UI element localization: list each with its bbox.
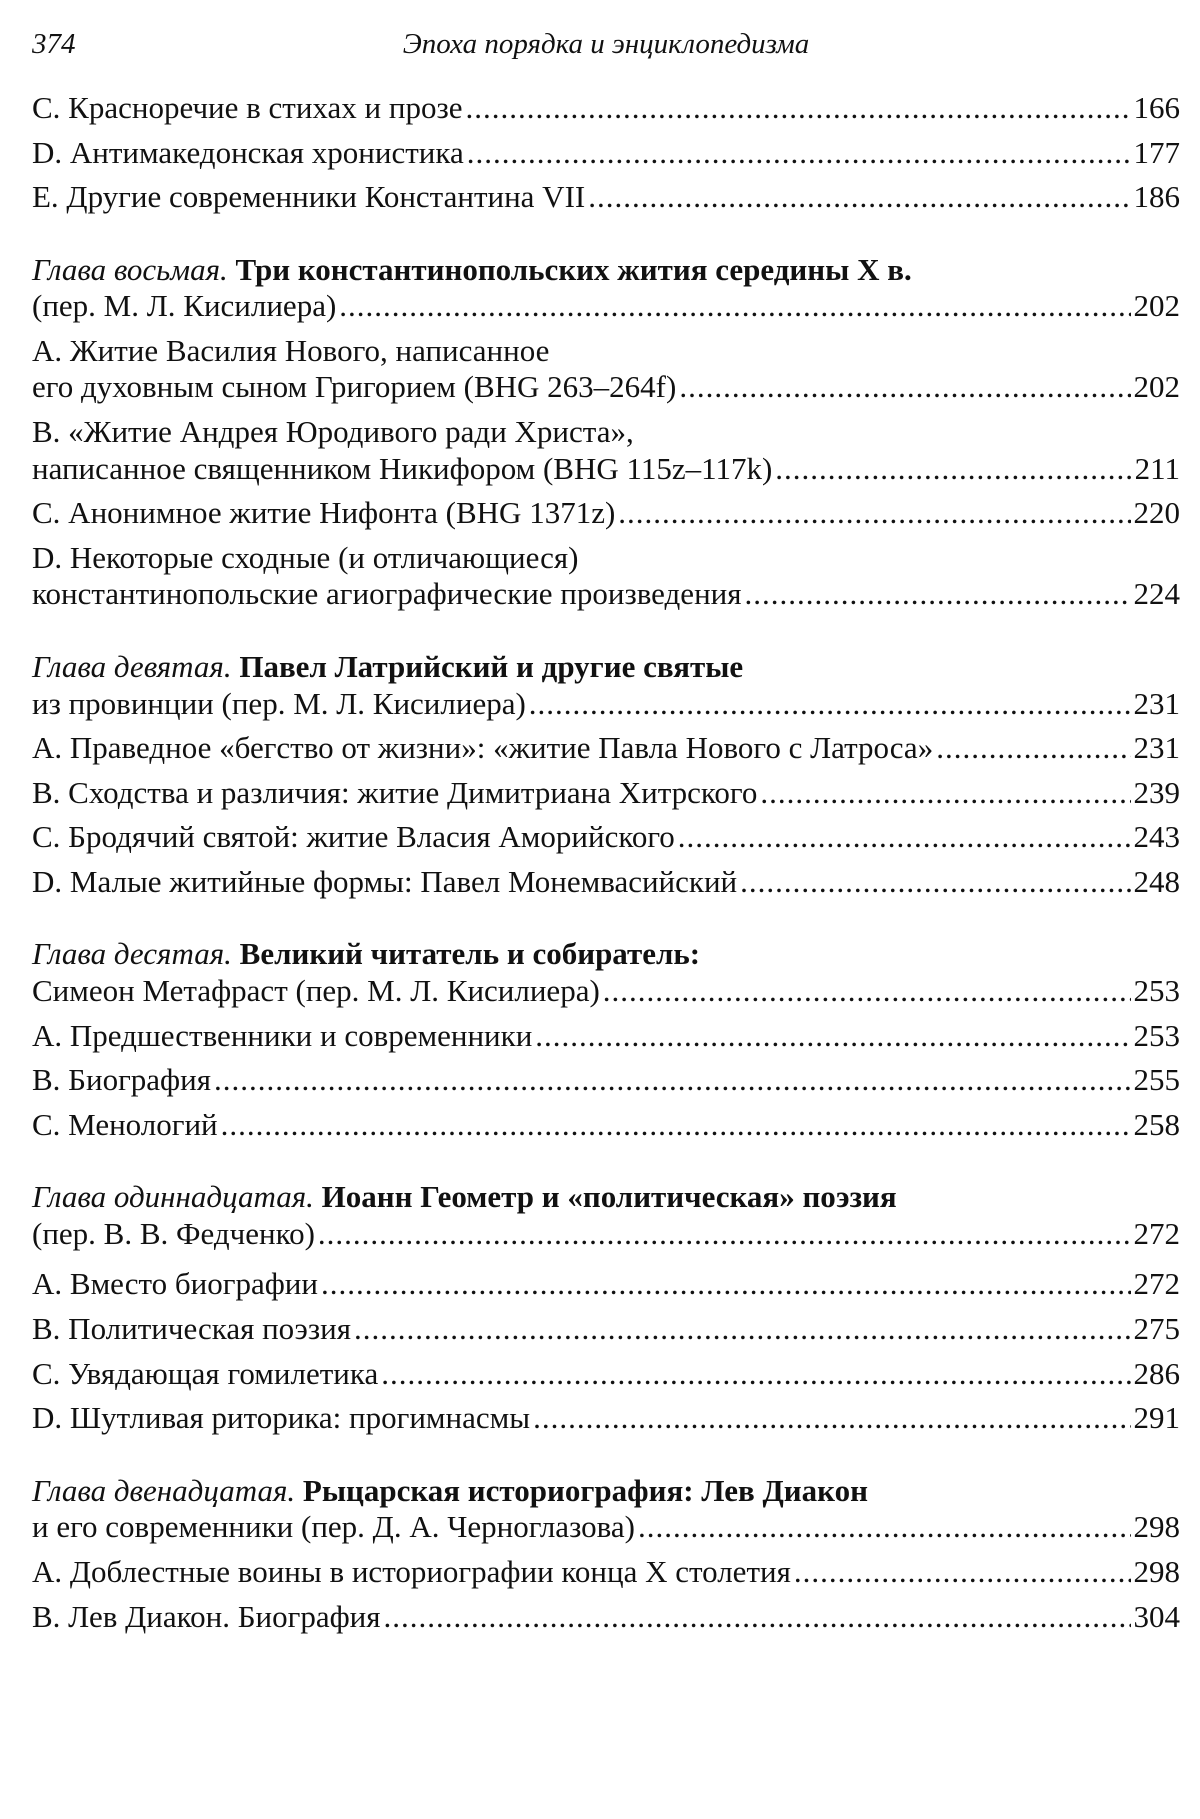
toc-entry[interactable] — [32, 1554, 1180, 1591]
toc-entry[interactable] — [32, 414, 1180, 487]
chapter-page: 231 — [1133, 685, 1180, 721]
toc-entry-page: 291 — [1133, 1400, 1180, 1436]
toc-entry-page: 220 — [1133, 495, 1180, 531]
toc-entry-page: 224 — [1133, 576, 1180, 612]
toc-entry-title-cont: написанное священником Никифором (BHG 115z–117k) — [32, 450, 773, 486]
leader-dots — [638, 1509, 1131, 1546]
toc-entry-page: 211 — [1134, 450, 1180, 486]
chapter-heading[interactable] — [32, 936, 1180, 1009]
toc-entry-page: 243 — [1133, 819, 1180, 855]
toc-entry-page: 255 — [1133, 1062, 1180, 1098]
leader-dots — [745, 576, 1131, 613]
toc-entry[interactable] — [32, 179, 1180, 216]
toc-entry-title: C. Анонимное житие Нифонта (BHG 1371z) — [32, 495, 616, 531]
leader-dots — [221, 1107, 1131, 1144]
leader-dots — [318, 1216, 1131, 1253]
chapter-title-cont: из провинции — [32, 685, 214, 721]
chapter-translator: (пер. М. Л. Кисилиера) — [221, 685, 526, 721]
leader-dots — [588, 179, 1130, 216]
toc-entry-title: A. Предшественники и современники — [32, 1017, 533, 1053]
chapter-label: Глава восьмая. — [32, 251, 228, 287]
toc-entry-title: E. Другие современники Константина VII — [32, 179, 586, 215]
leader-dots — [384, 1599, 1131, 1636]
toc-entry-title: A. Житие Василия Нового, написанное — [32, 332, 550, 368]
toc-entry[interactable] — [32, 333, 1180, 406]
leader-dots — [760, 775, 1130, 812]
chapter-heading[interactable] — [32, 649, 1180, 722]
running-head — [32, 28, 1180, 90]
chapter-translator: (пер. В. В. Федченко) — [32, 1215, 315, 1251]
toc-entry-page: 258 — [1133, 1106, 1180, 1142]
leader-dots — [679, 369, 1130, 406]
leader-dots — [775, 451, 1131, 488]
toc-entry[interactable] — [32, 135, 1180, 172]
toc-entry-page: 253 — [1133, 1017, 1180, 1053]
chapter-label: Глава двенадцатая. — [32, 1472, 296, 1508]
leader-dots — [381, 1356, 1130, 1393]
toc-entry-title: A. Вместо биографии — [32, 1266, 318, 1302]
chapter-label: Глава девятая. — [32, 648, 232, 684]
toc-entry[interactable] — [32, 864, 1180, 901]
chapter-translator: (пер. Д. А. Черноглазова) — [301, 1509, 635, 1545]
leader-dots — [740, 864, 1130, 901]
chapter-section — [32, 1473, 1180, 1635]
chapter-heading[interactable] — [32, 1179, 1180, 1252]
chapter-heading[interactable] — [32, 252, 1180, 325]
toc-entry[interactable] — [32, 1062, 1180, 1099]
toc-entry-title-cont: константинопольские агиографические произведения — [32, 576, 742, 612]
chapter-label: Глава одиннадцатая. — [32, 1179, 314, 1215]
chapter-section — [32, 1179, 1180, 1436]
leader-dots — [529, 686, 1131, 723]
toc-entry-page: 166 — [1133, 90, 1180, 125]
leader-dots — [339, 288, 1130, 325]
toc-entry-page: 239 — [1133, 774, 1180, 810]
toc-entry-page: 177 — [1133, 134, 1180, 170]
chapter-title: Павел Латрийский и другие святые — [239, 648, 744, 684]
toc-entry-title: C. Красноречие в стихах и прозе — [32, 90, 463, 125]
chapter-translator: (пер. М. Л. Кисилиера) — [32, 288, 337, 324]
toc-entry-title: B. «Житие Андрея Юродивого ради Христа», — [32, 414, 634, 450]
toc-continuation — [32, 90, 1180, 216]
chapter-title: Рыцарская историография: Лев Диакон — [302, 1472, 868, 1508]
toc-entry-page: 298 — [1133, 1553, 1180, 1589]
leader-dots — [603, 973, 1131, 1010]
toc-entry-title: B. Биография — [32, 1062, 211, 1098]
toc-entry-page: 272 — [1133, 1266, 1180, 1302]
leader-dots — [936, 730, 1130, 767]
toc-entry-title: B. Сходства и различия: житие Димитриана Хитрского — [32, 774, 758, 810]
chapter-page: 202 — [1133, 288, 1180, 324]
leader-dots — [467, 135, 1131, 172]
toc-entry-title: C. Увядающая гомилетика — [32, 1355, 379, 1391]
leader-dots — [533, 1400, 1130, 1437]
chapter-title: Иоанн Геометр и «политическая» поэзия — [321, 1179, 897, 1215]
chapter-title: Три константинопольских жития середины X в. — [235, 251, 912, 287]
toc-entry[interactable] — [32, 1266, 1180, 1303]
chapter-title-cont: и его современники — [32, 1509, 294, 1545]
leader-dots — [794, 1554, 1131, 1591]
toc-entry-title: C. Менологий — [32, 1106, 218, 1142]
toc-entry-title: B. Лев Диакон. Биография — [32, 1598, 381, 1634]
toc-entry-page: 231 — [1133, 730, 1180, 766]
toc-entry[interactable] — [32, 90, 1180, 127]
chapter-section — [32, 936, 1180, 1143]
toc-entry-page: 304 — [1133, 1598, 1180, 1634]
toc-entry[interactable] — [32, 1400, 1180, 1437]
toc-entry[interactable] — [32, 1356, 1180, 1393]
toc-entry[interactable] — [32, 1107, 1180, 1144]
toc-entry[interactable] — [32, 540, 1180, 613]
toc-entry[interactable] — [32, 1311, 1180, 1348]
leader-dots — [354, 1311, 1131, 1348]
toc-entry-title: D. Малые житийные формы: Павел Монемвасийский — [32, 863, 738, 899]
toc-entry-page: 286 — [1133, 1355, 1180, 1391]
toc-entry[interactable] — [32, 775, 1180, 812]
toc-entry-page: 248 — [1133, 863, 1180, 899]
toc-entry-title: B. Политическая поэзия — [32, 1311, 351, 1347]
toc-entry[interactable] — [32, 495, 1180, 532]
chapter-translator: (пер. М. Л. Кисилиера) — [295, 972, 600, 1008]
running-title: Эпоха порядка и энциклопедизма — [402, 28, 810, 60]
toc-entry-page: 275 — [1133, 1311, 1180, 1347]
toc-entry[interactable] — [32, 1599, 1180, 1636]
page-number: 374 — [32, 28, 76, 60]
chapter-page: 298 — [1133, 1509, 1180, 1545]
toc-entry-page: 202 — [1133, 369, 1180, 405]
leader-dots — [321, 1266, 1131, 1303]
toc-entry-title: D. Антимакедонская хронистика — [32, 134, 464, 170]
toc-entry-page: 186 — [1133, 179, 1180, 215]
toc-entry-title: D. Шутливая риторика: прогимнасмы — [32, 1400, 531, 1436]
toc-entry[interactable] — [32, 819, 1180, 856]
chapter-section — [32, 649, 1180, 900]
toc-entry-title-cont: его духовным сыном Григорием (BHG 263–264f) — [32, 369, 677, 405]
chapter-page: 253 — [1133, 972, 1180, 1008]
chapter-heading[interactable] — [32, 1473, 1180, 1546]
chapter-page: 272 — [1133, 1215, 1180, 1251]
toc-entry-title: A. Праведное «бегство от жизни»: «житие Павла Нового с Латроса» — [32, 730, 934, 766]
chapter-label: Глава десятая. — [32, 936, 232, 972]
chapter-title: Великий читатель и собиратель: — [239, 936, 701, 972]
chapter-title-cont: Симеон Метафраст — [32, 972, 288, 1008]
table-of-contents — [32, 90, 1180, 1635]
leader-dots — [678, 819, 1131, 856]
leader-dots — [214, 1062, 1131, 1099]
toc-entry-title: A. Доблестные воины в историографии конца X столетия — [32, 1553, 791, 1589]
toc-entry[interactable] — [32, 730, 1180, 767]
chapter-section — [32, 252, 1180, 613]
leader-dots — [535, 1018, 1130, 1055]
toc-entry-title: D. Некоторые сходные (и отличающиеся) — [32, 539, 579, 575]
toc-entry-title: C. Бродячий святой: житие Власия Аморийского — [32, 819, 675, 855]
leader-dots — [465, 90, 1130, 127]
toc-entry[interactable] — [32, 1018, 1180, 1055]
leader-dots — [618, 495, 1130, 532]
